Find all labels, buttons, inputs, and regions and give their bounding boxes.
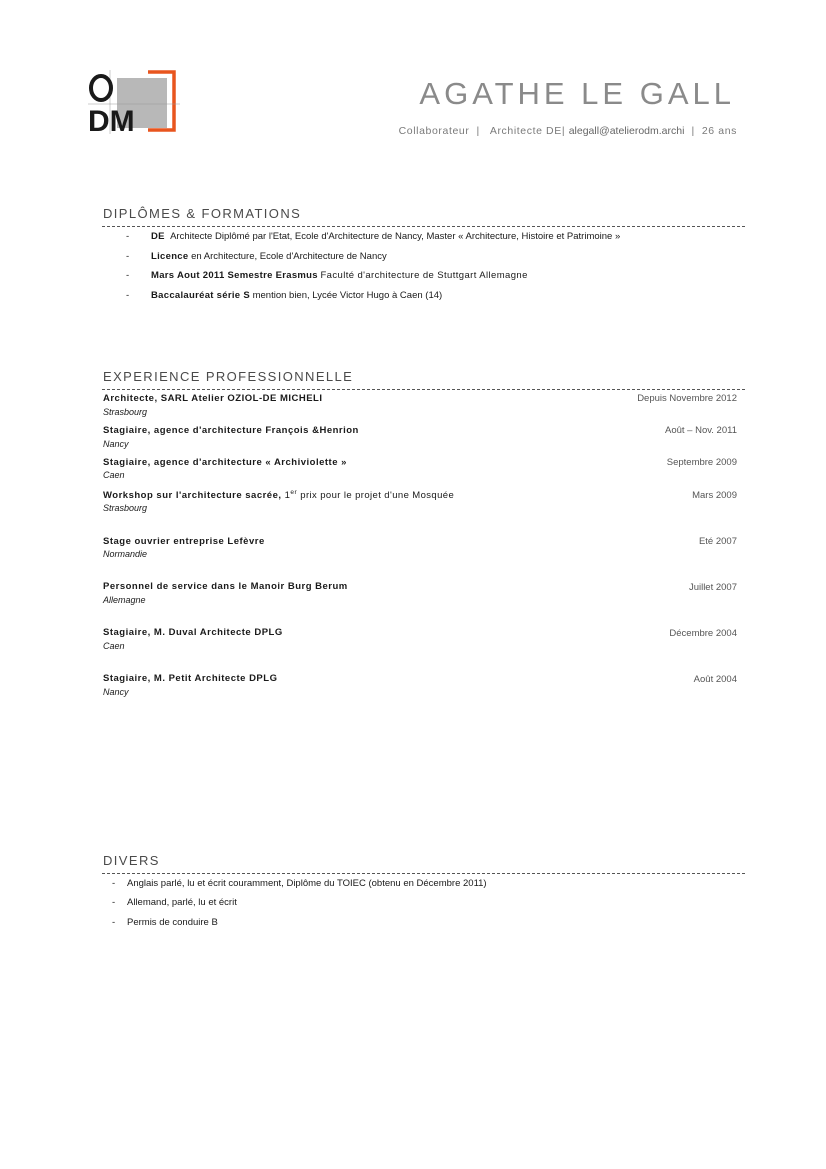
experience-title: Stagiaire, M. Petit Architecte DPLG xyxy=(103,673,278,684)
candidate-title: Architecte DE xyxy=(489,125,562,137)
experience-place: Strasbourg xyxy=(103,407,148,417)
experience-date: Septembre 2009 xyxy=(666,457,737,468)
experience-title: Stage ouvrier entreprise Lefèvre xyxy=(103,536,265,547)
section-title-divers: DIVERS xyxy=(103,853,160,868)
experience-date: Décembre 2004 xyxy=(669,628,737,639)
candidate-age: 26 ans xyxy=(701,125,737,137)
experience-place: Normandie xyxy=(103,549,148,559)
list-item: - Permis de conduire B xyxy=(112,917,218,928)
experience-place: Nancy xyxy=(103,439,129,449)
section-divider xyxy=(102,873,745,874)
list-item: - Licence en Architecture, Ecole d'Architecture de Nancy xyxy=(126,251,387,262)
experience-title: Stagiaire, agence d'architecture « Archiviolette » xyxy=(103,457,347,468)
list-item: - Allemand, parlé, lu et écrit xyxy=(112,897,237,908)
section-divider xyxy=(102,226,745,227)
experience-place: Strasbourg xyxy=(103,503,148,513)
experience-date: Eté 2007 xyxy=(698,536,737,547)
experience-place: Nancy xyxy=(103,687,129,697)
experience-place: Allemagne xyxy=(103,595,146,605)
list-item: - Mars Aout 2011 Semestre Erasmus Faculté d'architecture de Stuttgart Allemagne xyxy=(126,270,528,281)
experience-date: Août 2004 xyxy=(693,674,737,685)
experience-title: Personnel de service dans le Manoir Burg Berum xyxy=(103,581,348,592)
experience-place: Caen xyxy=(103,641,125,651)
odm-logo xyxy=(88,68,180,136)
section-title-diplomes: DIPLÔMES & FORMATIONS xyxy=(103,206,302,221)
section-title-experience: EXPERIENCE PROFESSIONNELLE xyxy=(103,369,354,384)
candidate-role: Collaborateur xyxy=(398,125,470,137)
experience-date: Août – Nov. 2011 xyxy=(664,425,737,436)
experience-date: Mars 2009 xyxy=(692,490,737,501)
section-divider xyxy=(102,389,745,390)
experience-date: Depuis Novembre 2012 xyxy=(637,393,737,404)
candidate-name: AGATHE LE GALL xyxy=(419,76,735,111)
experience-date: Juillet 2007 xyxy=(688,582,737,593)
experience-title: Stagiaire, agence d'architecture François &Henrion xyxy=(103,425,359,436)
list-item: - DE Architecte Diplômé par l'Etat, Ecole d'Architecture de Nancy, Master « Architecture, Histoire et Patrimoine » xyxy=(126,231,621,242)
candidate-subtitle: Collaborateur | Architecte DE| alegall@atelierodm.archi | 26 ans xyxy=(398,125,737,137)
experience-title: Workshop sur l'architecture sacrée, 1er prix pour le projet d'une Mosquée xyxy=(103,489,455,502)
list-item: - Baccalauréat série S mention bien, Lycée Victor Hugo à Caen (14) xyxy=(126,290,443,301)
svg-text:DM: DM xyxy=(88,105,135,136)
candidate-email: alegall@atelierodm.archi xyxy=(568,125,685,137)
experience-place: Caen xyxy=(103,470,125,480)
experience-title: Stagiaire, M. Duval Architecte DPLG xyxy=(103,627,283,638)
list-item: - Anglais parlé, lu et écrit couramment, Diplôme du TOIEC (obtenu en Décembre 2011) xyxy=(112,878,487,889)
experience-title: Architecte, SARL Atelier OZIOL-DE MICHELI xyxy=(103,393,323,404)
